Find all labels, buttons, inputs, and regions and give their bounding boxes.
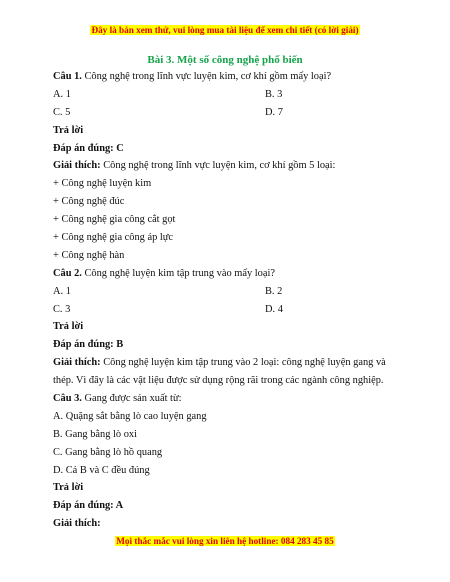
lesson-title: Bài 3. Một số công nghệ phổ biến (147, 54, 303, 66)
explanation-label: Giải thích: (53, 518, 101, 530)
list-item: + Công nghệ đúc (53, 196, 125, 208)
question-label: Câu 3. (53, 393, 82, 405)
explanation (53, 354, 398, 372)
correct-answer: Đáp án đúng: C (53, 142, 124, 154)
option-a: A. 1 (53, 88, 71, 100)
question-2 (53, 265, 398, 283)
answer-heading: Trả lời (53, 321, 84, 333)
correct-answer: Đáp án đúng: A (53, 500, 124, 512)
hotline-notice-banner (0, 535, 450, 547)
list-item: + Công nghệ gia công cắt gọt (53, 214, 176, 226)
answer-heading: Trả lời (53, 482, 84, 494)
option-c: C. Gang bằng lò hồ quang (53, 446, 163, 458)
explanation (53, 157, 398, 175)
explanation-continuation: thép. Vì đây là các vật liệu được sử dụng rộng rãi trong các ngành công nghiệp. (53, 375, 384, 387)
explanation-label: Giải thích: (53, 357, 101, 369)
option-d: D. 7 (265, 106, 283, 118)
list-item: + Công nghệ gia công áp lực (53, 232, 173, 244)
option-b: B. Gang bằng lò oxi (53, 428, 137, 440)
option-d: D. Cả B và C đều đúng (53, 464, 150, 476)
explanation-label: Giải thích: (53, 160, 101, 172)
question-1 (53, 68, 398, 86)
options-row (53, 283, 398, 301)
question-label: Câu 1. (53, 71, 82, 82)
document-content (53, 68, 398, 533)
question-text: Công nghệ trong lĩnh vực luyện kim, cơ khí gồm mấy loại? (84, 71, 332, 82)
explanation-text: Công nghệ luyện kim tập trung vào 2 loại: công nghệ luyện gang và (103, 357, 386, 369)
option-d: D. 4 (265, 303, 283, 315)
question-label: Câu 2. (53, 267, 82, 279)
option-a: A. 1 (53, 285, 71, 297)
options-row (53, 86, 398, 104)
correct-answer: Đáp án đúng: B (53, 339, 124, 351)
option-c: C. 5 (53, 106, 71, 118)
options-row (53, 301, 398, 319)
answer-heading: Trả lời (53, 124, 84, 136)
list-item: + Công nghệ hàn (53, 249, 125, 261)
preview-notice-banner (0, 24, 450, 36)
preview-notice-text: Đây là bản xem thử, vui lòng mua tài liệu để xem chi tiết (có lời giải) (91, 25, 359, 35)
question-text: Gang được sản xuất từ: (84, 393, 182, 405)
option-c: C. 3 (53, 303, 71, 315)
question-3 (53, 390, 398, 408)
options-row (53, 104, 398, 122)
option-b: B. 3 (265, 88, 283, 100)
explanation-text: Công nghệ trong lĩnh vực luyện kim, cơ khí gồm 5 loại: (103, 160, 336, 172)
option-b: B. 2 (265, 285, 283, 297)
hotline-notice-text: Mọi thắc mắc vui lòng xin liên hệ hotline: 084 283 45 85 (116, 536, 334, 546)
question-text: Công nghệ luyện kim tập trung vào mấy loại? (84, 267, 275, 279)
list-item: + Công nghệ luyện kim (53, 178, 152, 190)
option-a: A. Quặng sắt bằng lò cao luyện gang (53, 410, 207, 422)
